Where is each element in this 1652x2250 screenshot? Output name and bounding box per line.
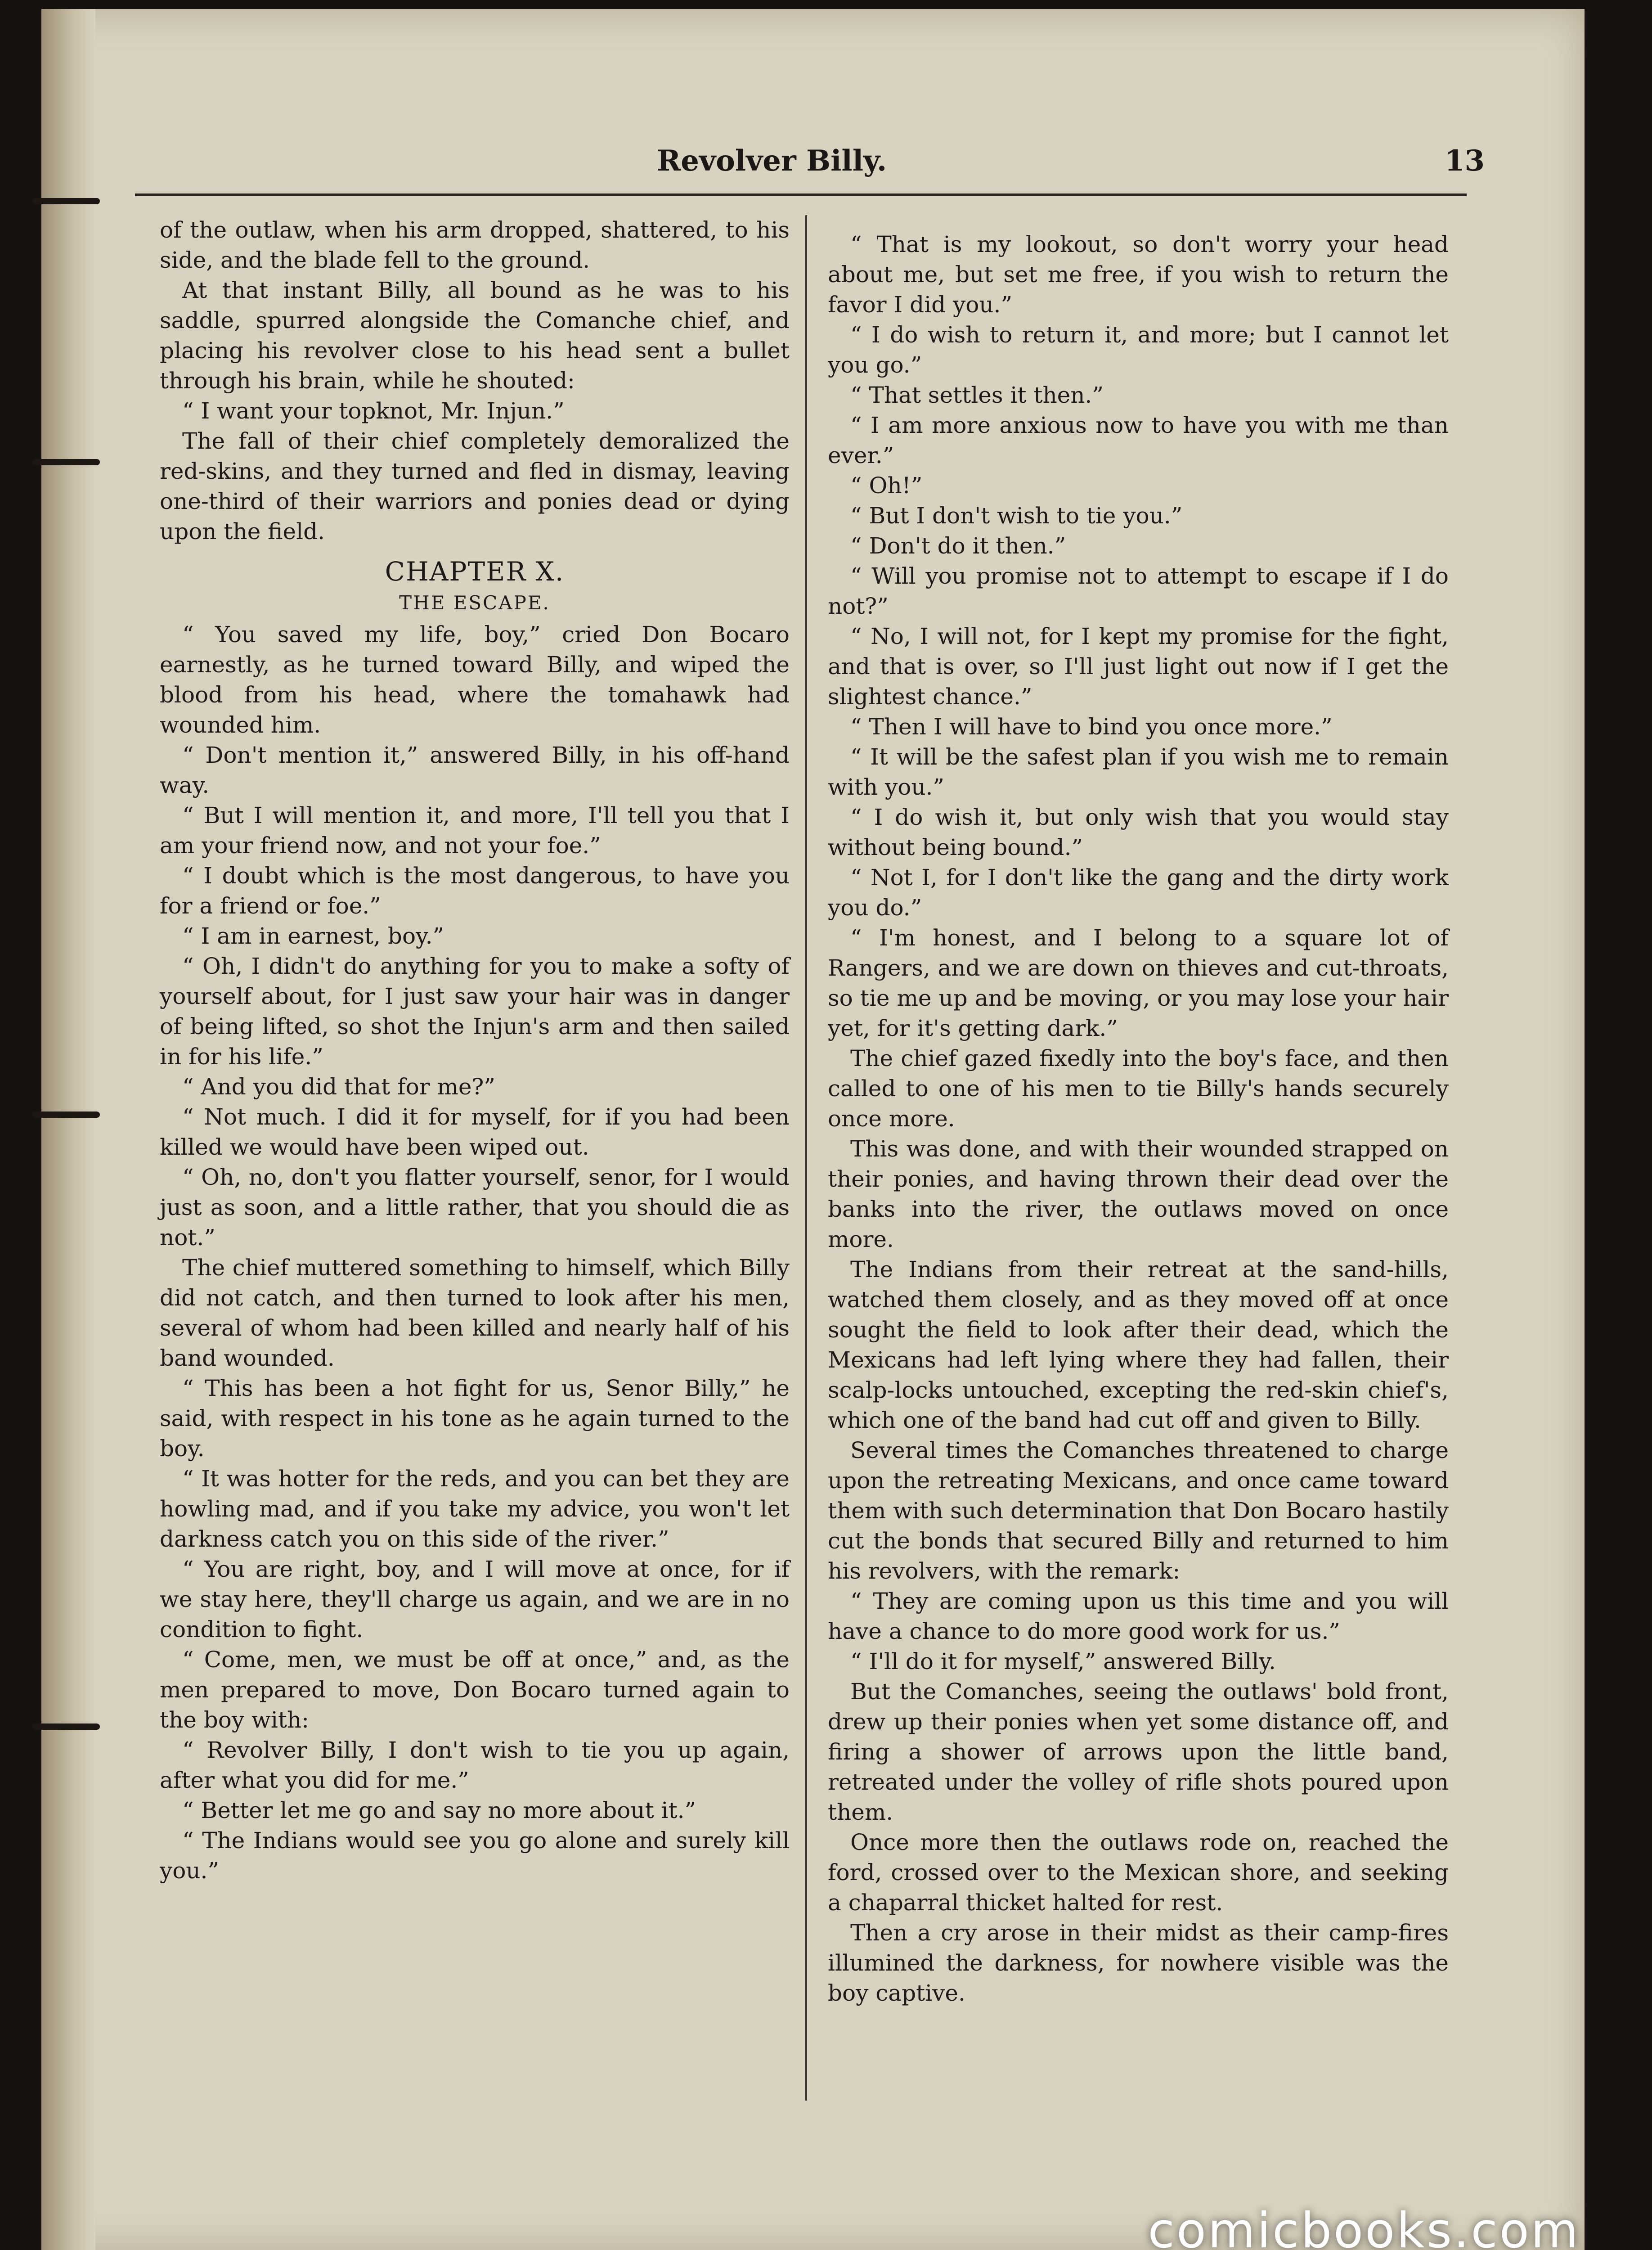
binding-stitch [32, 1112, 100, 1118]
paragraph: “ That is my lookout, so don't worry your head about me, but set me free, if you wish to return the favor I did you.” [828, 231, 1449, 318]
running-title: Revolver Billy. [657, 144, 887, 178]
left-column [160, 215, 790, 1886]
paragraph: “ They are coming upon us this time and you will have a chance to do more good work for us.” [828, 1588, 1449, 1644]
chapter-subtitle: THE ESCAPE. [399, 592, 550, 614]
watermark: comicbooks.com [1148, 2203, 1580, 2250]
paragraph: The chief muttered something to himself, which Billy did not catch, and then turned to look after his men, several of whom had been killed and nearly half of his band wounded. [160, 1255, 790, 1371]
binding-stitch [32, 198, 100, 204]
paragraph: “ You are right, boy, and I will move at once, for if we stay here, they'll charge us again, and we are in no condition to fight. [160, 1556, 790, 1642]
paragraph: “ I am in earnest, boy.” [182, 923, 444, 949]
paragraph: “ That settles it then.” [850, 382, 1104, 408]
paragraph: Several times the Comanches threatened to charge upon the retreating Mexicans, and once came toward them with such determination that Don Bocaro hastily cut the bonds that secured Billy and returned to him his revolvers, with the remark: [828, 1437, 1449, 1584]
paragraph: This was done, and with their wounded strapped on their ponies, and having thrown their dead over the banks into the river, the outlaws moved on once more. [828, 1136, 1449, 1252]
paragraph: “ Not much. I did it for myself, for if you had been killed we would have been wiped out. [160, 1104, 790, 1160]
paragraph: “ Oh!” [850, 472, 923, 499]
paragraph: At that instant Billy, all bound as he was to his saddle, spurred alongside the Comanche chief, and placing his revolver close to his head sent a bullet through his brain, while he shouted: [160, 277, 790, 394]
paragraph: “ Oh, no, don't you flatter yourself, senor, for I would just as soon, and a little rather, that you should die as not.” [160, 1164, 790, 1251]
page-number: 13 [1444, 144, 1485, 178]
paragraph: Then a cry arose in their midst as their camp-fires illumined the darkness, for nowhere visible was the boy captive. [828, 1920, 1449, 2006]
paragraph: “ Don't do it then.” [850, 533, 1066, 559]
paragraph: “ I do wish to return it, and more; but I cannot let you go.” [828, 322, 1449, 378]
binding-stitch [32, 459, 100, 465]
paragraph: “ Not I, for I don't like the gang and the dirty work you do.” [828, 864, 1449, 921]
paragraph: “ Better let me go and say no more about it.” [182, 1797, 696, 1823]
paragraph: But the Comanches, seeing the outlaws' bold front, drew up their ponies when yet some distance off, and firing a shower of arrows upon the little band, retreated under the volley of rifle shots poured upon them. [828, 1678, 1449, 1825]
paragraph: “ I'm honest, and I belong to a square lot of Rangers, and we are down on thieves and cut-throats, so tie me up and be moving, or you may lose your hair yet, for it's getting dark.” [828, 925, 1449, 1041]
paragraph: The fall of their chief completely demoralized the red-skins, and they turned and fled in dismay, leaving one-third of their warriors and ponies dead or dying upon the field. [160, 428, 790, 544]
running-header [135, 144, 1485, 194]
paragraph: “ I doubt which is the most dangerous, to have you for a friend or foe.” [160, 863, 790, 919]
paragraph: Once more then the outlaws rode on, reached the ford, crossed over to the Mexican shore, and seeking a chaparral thicket halted for rest. [828, 1829, 1449, 1916]
paragraph: “ Revolver Billy, I don't wish to tie you up again, after what you did for me.” [160, 1737, 790, 1793]
paragraph: “ The Indians would see you go alone and surely kill you.” [160, 1827, 790, 1884]
paragraph: “ I do wish it, but only wish that you would stay without being bound.” [828, 804, 1449, 860]
paragraph: The chief gazed fixedly into the boy's face, and then called to one of his men to tie Billy's hands securely once more. [828, 1045, 1449, 1132]
paragraph: “ You saved my life, boy,” cried Don Bocaro earnestly, as he turned toward Billy, and wiped the blood from his head, where the tomahawk had wounded him. [160, 621, 790, 738]
header-rule [135, 194, 1467, 196]
binding-stitch [32, 1724, 100, 1730]
paragraph: “ This has been a hot fight for us, Senor Billy,” he said, with respect in his tone as he again turned to the boy. [160, 1375, 790, 1462]
binding-spine [41, 9, 95, 2250]
paragraph: “ And you did that for me?” [182, 1074, 495, 1100]
paragraph: “ Then I will have to bind you once more.” [850, 714, 1333, 740]
paragraph: “ I want your topknot, Mr. Injun.” [182, 398, 565, 424]
paragraph: “ But I will mention it, and more, I'll tell you that I am your friend now, and not your foe.” [160, 802, 790, 859]
paragraph: “ Will you promise not to attempt to escape if I do not?” [828, 563, 1449, 619]
paragraph: of the outlaw, when his arm dropped, shattered, to his side, and the blade fell to the ground. [160, 217, 790, 273]
column-divider [805, 215, 807, 2101]
paragraph: “ I am more anxious now to have you with me than ever.” [828, 412, 1449, 468]
paragraph: “ But I don't wish to tie you.” [850, 503, 1183, 529]
paragraph: “ I'll do it for myself,” answered Billy. [850, 1648, 1276, 1674]
paragraph: “ It was hotter for the reds, and you can bet they are howling mad, and if you take my advice, you won't let darkness catch you on this side of the river.” [160, 1466, 790, 1552]
paragraph: The Indians from their retreat at the sand-hills, watched them closely, and as they moved off at once sought the field to look after their dead, which the Mexicans had left lying where they had fallen, their scalp-locks untouched, excepting the red-skin chief's, which one of the band had cut off and given to Billy. [828, 1256, 1449, 1433]
paragraph: “ Oh, I didn't do anything for you to make a softy of yourself about, for I just saw your hair was in danger of being lifted, so shot the Injun's arm and then sailed in for his life.” [160, 953, 790, 1070]
paragraph: “ No, I will not, for I kept my promise for the fight, and that is over, so I'll just light out now if I get the slightest chance.” [828, 623, 1449, 710]
paragraph: “ It will be the safest plan if you wish me to remain with you.” [828, 744, 1449, 800]
chapter-title: CHAPTER X. [385, 556, 565, 587]
paragraph: “ Come, men, we must be off at once,” and, as the men prepared to move, Don Bocaro turned again to the boy with: [160, 1647, 790, 1733]
right-column [828, 230, 1449, 2008]
paragraph: “ Don't mention it,” answered Billy, in his off-hand way. [160, 742, 790, 798]
